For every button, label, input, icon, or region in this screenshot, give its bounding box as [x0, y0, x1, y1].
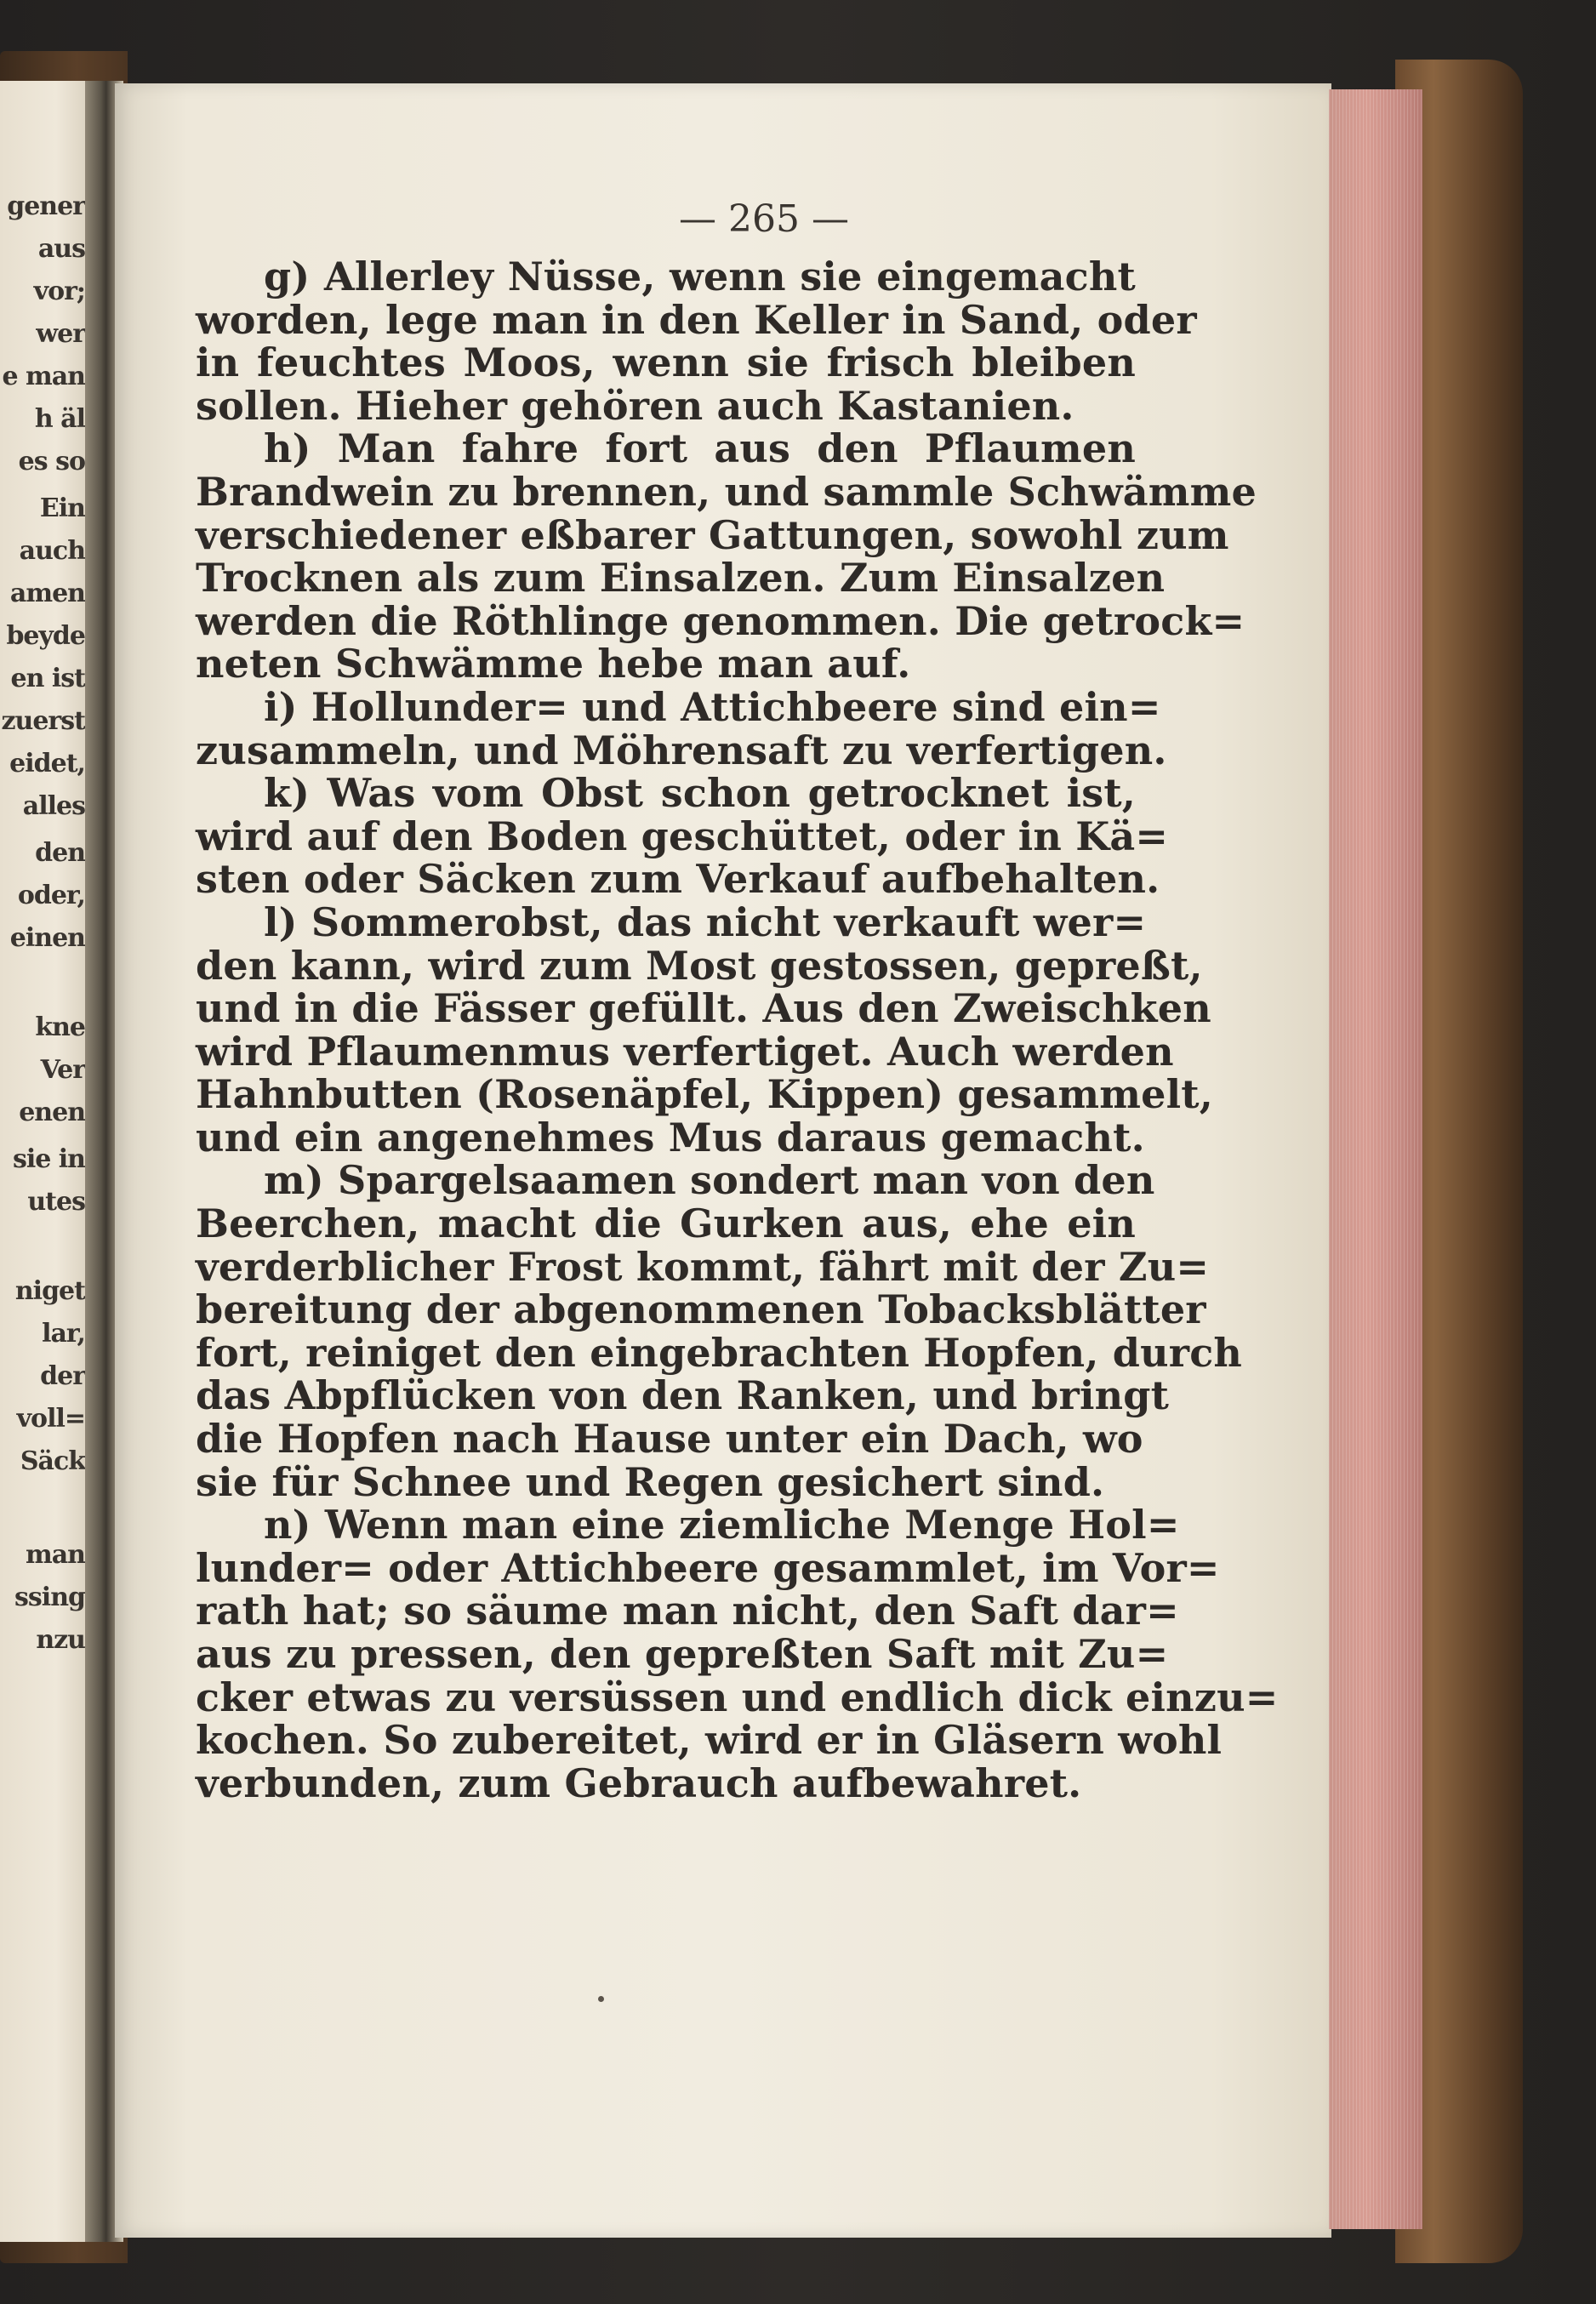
- left-page-text-fragment: Ver: [40, 1055, 85, 1085]
- text-line: verbunden, zum Gebrauch aufbewahret.: [196, 1759, 1082, 1806]
- text-line: i) Hollunder= und Attichbeere sind ein=: [264, 683, 1161, 730]
- text-line: verschiedener eßbarer Gattungen, sowohl zum: [196, 511, 1229, 558]
- text-line: g) Allerley Nüsse, wenn sie eingemacht: [264, 254, 1136, 299]
- text-line: Trocknen als zum Einsalzen. Zum Einsalzen: [196, 555, 1166, 602]
- left-page-text-fragment: den: [35, 838, 85, 868]
- left-page-text-fragment: man: [26, 1540, 85, 1570]
- left-page-text-fragment: Ein: [39, 493, 85, 523]
- left-page-text-fragment: zuerst: [1, 706, 85, 736]
- left-page-text-fragment: gener: [7, 191, 85, 221]
- text-line: Beerchen, macht die Gurken aus, ehe ein: [196, 1200, 1136, 1247]
- text-line: n) Wenn man eine ziemliche Menge Hol=: [264, 1502, 1180, 1548]
- text-line: fort, reiniget den eingebrachten Hopfen, durch: [196, 1329, 1243, 1376]
- left-page-text-fragment: nzu: [36, 1625, 85, 1655]
- left-page-text-fragment: amen: [9, 579, 85, 608]
- left-page-text-fragment: der: [40, 1361, 85, 1391]
- text-line: und ein angenehmes Mus daraus gemacht.: [196, 1114, 1145, 1161]
- left-page-text-fragment: voll=: [16, 1404, 85, 1434]
- text-line: l) Sommerobst, das nicht verkauft wer=: [264, 898, 1147, 945]
- left-page-text-fragment: beyde: [6, 621, 85, 651]
- text-line: verderblicher Frost kommt, fährt mit der Zu=: [196, 1243, 1210, 1290]
- left-page-text-fragment: en ist: [10, 664, 85, 693]
- left-page-text-fragment: enen: [19, 1098, 85, 1127]
- text-line: wird auf den Boden geschüttet, oder in Kä=: [196, 813, 1169, 859]
- text-line: sollen. Hieher gehören auch Kastanien.: [196, 382, 1074, 429]
- text-line: worden, lege man in den Keller in Sand, oder: [196, 296, 1197, 343]
- text-line: cker etwas zu versüssen und endlich dick einzu=: [196, 1674, 1279, 1720]
- text-line: wird Pflaumenmus verfertiget. Auch werden: [196, 1028, 1174, 1075]
- text-line: Hahnbutten (Rosenäpfel, Kippen) gesammelt,: [196, 1071, 1213, 1118]
- left-page-text-fragment: ssing: [14, 1583, 85, 1612]
- left-page-text-fragment: aus: [37, 234, 85, 264]
- left-page-text-fragment: e man: [2, 362, 85, 391]
- left-page-text-fragment: wer: [36, 319, 85, 349]
- text-line: aus zu pressen, den gepreßten Saft mit Zu=: [196, 1631, 1169, 1677]
- left-page-text-fragment: sie in: [12, 1144, 85, 1174]
- left-page-text-fragment: h äl: [34, 404, 85, 434]
- left-page-text-fragment: oder,: [17, 881, 85, 910]
- left-page-text-fragment: alles: [22, 791, 85, 821]
- text-line: den kann, wird zum Most gestossen, gepreßt,: [196, 942, 1203, 989]
- left-page-text-fragment: es so: [18, 447, 85, 476]
- text-line: neten Schwämme hebe man auf.: [196, 641, 911, 687]
- left-page-text-fragment: kne: [35, 1012, 85, 1042]
- text-line: bereitung der abgenommenen Tobacksblätter: [196, 1286, 1206, 1333]
- page-edges: [1329, 89, 1422, 2229]
- text-line: k) Was vom Obst schon getrocknet ist,: [264, 770, 1136, 817]
- text-line: das Abpflücken von den Ranken, und bringt: [196, 1372, 1170, 1419]
- left-page-text-fragment: niget: [14, 1276, 85, 1306]
- left-page-text-fragment: einen: [9, 923, 85, 953]
- text-line: sten oder Säcken zum Verkauf aufbehalten.: [196, 856, 1160, 903]
- ink-speck: [598, 1996, 604, 2002]
- page-text: [196, 254, 1279, 1806]
- left-page-text-fragment: eidet,: [9, 749, 85, 778]
- text-line: sie für Schnee und Regen gesichert sind.: [196, 1458, 1105, 1505]
- left-page-text-fragment: lar,: [42, 1319, 85, 1349]
- text-line: h) Man fahre fort aus den Pflaumen: [264, 425, 1136, 472]
- text-line: in feuchtes Moos, wenn sie frisch bleiben: [196, 339, 1136, 386]
- text-line: werden die Röthlinge genommen. Die getrock=: [196, 597, 1245, 644]
- left-page-text-fragment: auch: [19, 536, 85, 566]
- text-line: kochen. So zubereitet, wird er in Gläsern wohl: [196, 1717, 1223, 1764]
- text-line: m) Spargelsaamen sondert man von den: [264, 1157, 1155, 1204]
- text-line: zusammeln, und Möhrensaft zu verfertigen.: [196, 727, 1167, 773]
- page-number: — 265 —: [679, 197, 849, 241]
- text-line: lunder= oder Attichbeere gesammlet, im Vor=: [196, 1544, 1220, 1591]
- text-line: und in die Fässer gefüllt. Aus den Zweischken: [196, 985, 1211, 1032]
- left-page-text-fragment: Säck: [20, 1446, 85, 1476]
- left-page-text-fragment: utes: [27, 1187, 85, 1217]
- text-line: rath hat; so säume man nicht, den Saft dar=: [196, 1588, 1179, 1634]
- left-page-text-fragment: vor;: [33, 277, 85, 306]
- text-line: Brandwein zu brennen, und sammle Schwämme: [196, 468, 1257, 515]
- previous-page-edge: [0, 81, 94, 2242]
- text-line: die Hopfen nach Hause unter ein Dach, wo: [196, 1416, 1143, 1463]
